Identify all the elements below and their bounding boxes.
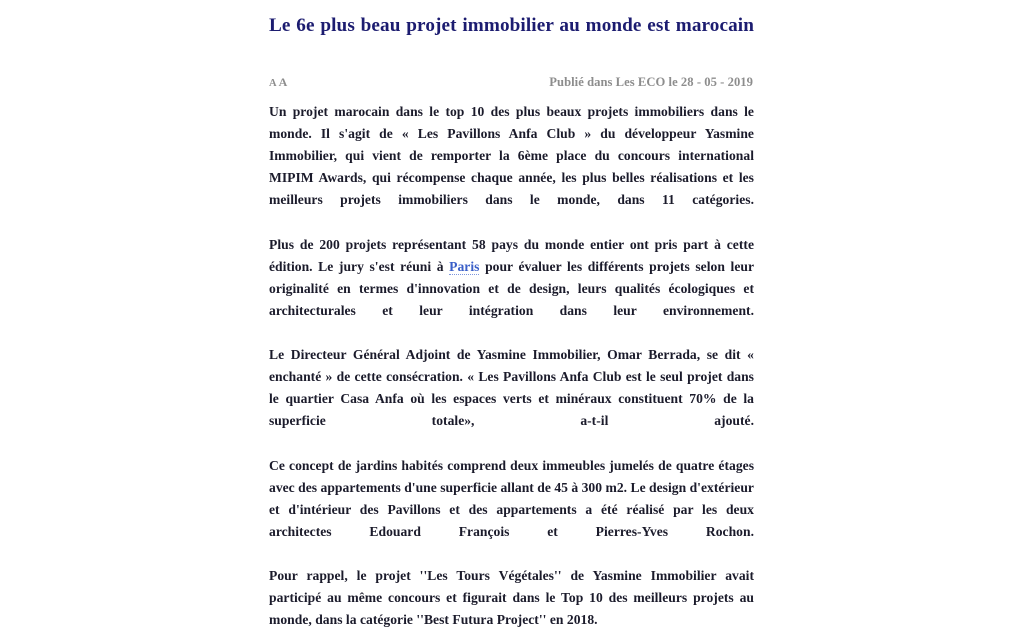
font-size-decrease-button[interactable]: A xyxy=(269,78,277,89)
font-size-increase-button[interactable]: A xyxy=(278,75,288,89)
article-paragraph: Un projet marocain dans le top 10 des plus beaux projets immobiliers dans le monde. Il s'agit de « Les Pavillons Anfa Club » du développeur Yasmine Immobilier, qui vient de remporter la 6ème place du concours international MIPIM Awards, qui récompense chaque année, les plus belles réalisations et les meilleurs projets immobiliers dans le monde, dans 11 catégories. xyxy=(269,104,754,208)
article-meta-row xyxy=(269,75,754,93)
font-size-control[interactable] xyxy=(269,76,287,90)
article-paragraph: Ce concept de jardins habités comprend deux immeubles jumelés de quatre étages avec des appartements d'une superficie allant de 45 à 300 m2. Le design d'extérieur et d'intérieur des Pavillons et des appartements a été réalisé par les deux architectes Edouard François et Pierres-Yves Rochon. xyxy=(269,457,754,539)
article-paragraph: Pour rappel, le projet ''Les Tours Végétales'' de Yasmine Immobilier avait participé au même concours et figurait dans le Top 10 des meilleurs projets au monde, dans la catégorie ''Best Futura Project'' en 2018. xyxy=(269,567,754,628)
article-body xyxy=(269,101,754,631)
article-container xyxy=(269,0,754,631)
paris-link[interactable]: Paris xyxy=(449,258,480,274)
paragraph-text-before-link: Plus de 200 projets représentant 58 pays du monde entier ont pris part à cette édition. Le jury s'est réuni à xyxy=(269,236,754,274)
paragraph-text-after-link: pour évaluer les différents projets selon leur originalité en termes d'innovation et de design, leurs qualités écologiques et architecturales et leur intégration dans leur environnement. xyxy=(269,258,755,318)
article-paragraph: Le Directeur Général Adjoint de Yasmine Immobilier, Omar Berrada, se dit « enchanté » de cette consécration. « Les Pavillons Anfa Club est le seul projet dans le quartier Casa Anfa où les espaces verts et minéraux constituent 70% de la superficie totale», a-t-il ajouté. xyxy=(269,347,754,429)
publish-info: Publié dans Les ECO le 28 - 05 - 2019 xyxy=(549,75,753,89)
page-title: Le 6e plus beau projet immobilier au monde est marocain xyxy=(269,15,754,36)
article-paragraph xyxy=(269,234,754,344)
